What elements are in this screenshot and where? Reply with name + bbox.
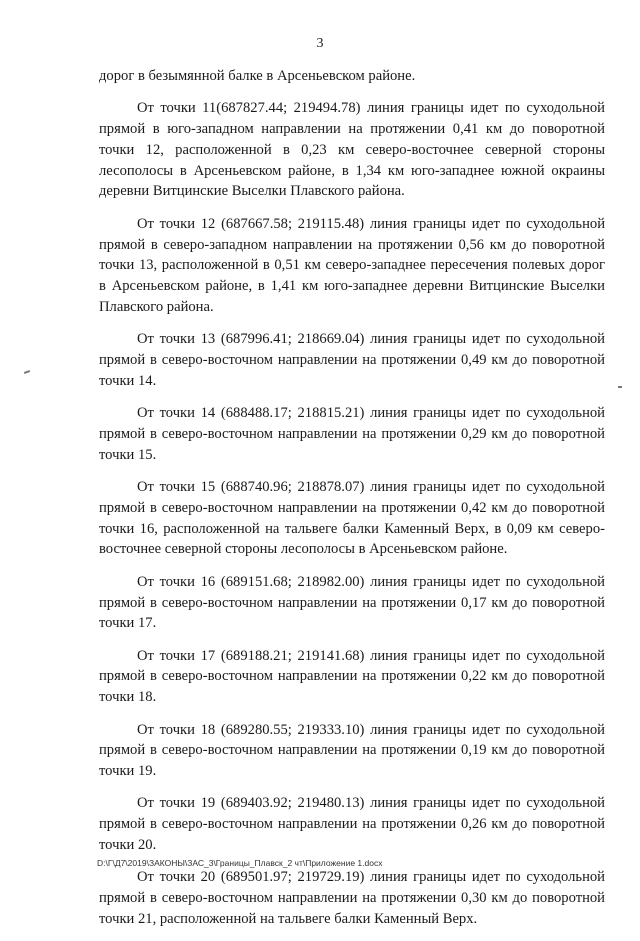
file-path-footer: D:\Г\Д7\2019\ЗАКОНЫ\ЗАС_3\Границы_Плавск_2 чт\Приложение 1.docx (97, 858, 383, 868)
paragraph: От точки 11(687827.44; 219494.78) линия границы идет по суходольной прямой в юго-западном направлении на протяжении 0,41 км до поворотной точки 12, расположенной в 0,23 км северо-восточнее северной стороны лесополосы в Арсеньевском районе, в 1,34 км юго-западнее южной окраины деревни Витцинские Выселки Плавского района. (99, 100, 605, 200)
paragraph: От точки 16 (689151.68; 218982.00) линия границы идет по суходольной прямой в северо-восточном направлении на протяжении 0,17 км до поворотной точки 17. (99, 573, 605, 632)
paragraph: От точки 12 (687667.58; 219115.48) линия границы идет по суходольной прямой в северо-западном направлении на протяжении 0,56 км до поворотной точки 13, расположенной в 0,51 км северо-западнее пересечения полевых дорог в Арсеньевском районе, в 1,41 км юго-западнее деревни Витцинские Выселки Плавского района. (99, 215, 605, 315)
page-number: 3 (316, 36, 324, 51)
document-body (99, 66, 605, 941)
paragraph: От точки 19 (689403.92; 219480.13) линия границы идет по суходольной прямой в северо-восточном направлении на протяжении 0,26 км до поворотной точки 20. (99, 795, 605, 853)
paragraph: От точки 14 (688488.17; 218815.21) линия границы идет по суходольной прямой в северо-восточном направлении на протяжении 0,29 км до поворотной точки 15. (99, 405, 605, 463)
paragraph: дорог в безымянной балке в Арсеньевском районе. (99, 68, 416, 84)
paragraph: От точки 17 (689188.21; 219141.68) линия границы идет по суходольной прямой в северо-восточном направлении на протяжении 0,22 км до поворотной точки 18. (99, 647, 605, 706)
paragraph: От точки 13 (687996.41; 218669.04) линия границы идет по суходольной прямой в северо-восточном направлении на протяжении 0,49 км до поворотной точки 14. (99, 331, 605, 389)
scan-speck-right (618, 386, 622, 388)
paragraph: От точки 18 (689280.55; 219333.10) линия границы идет по суходольной прямой в северо-восточном направлении на протяжении 0,19 км до поворотной точки 19. (99, 721, 605, 780)
scan-speck-left (24, 370, 30, 374)
paragraph: От точки 20 (689501.97; 219729.19) линия границы идет по суходольной прямой в северо-восточном направлении на протяжении 0,30 км до поворотной точки 21, расположенной на тальвеге балки Каменный Верх. (99, 869, 605, 927)
paragraph: От точки 15 (688740.96; 218878.07) линия границы идет по суходольной прямой в северо-восточном направлении на протяжении 0,42 км до поворотной точки 16, расположенной на тальвеге балки Каменный Верх, в 0,09 км северо-восточнее северной стороны лесополосы в Арсеньевском районе. (99, 479, 605, 558)
